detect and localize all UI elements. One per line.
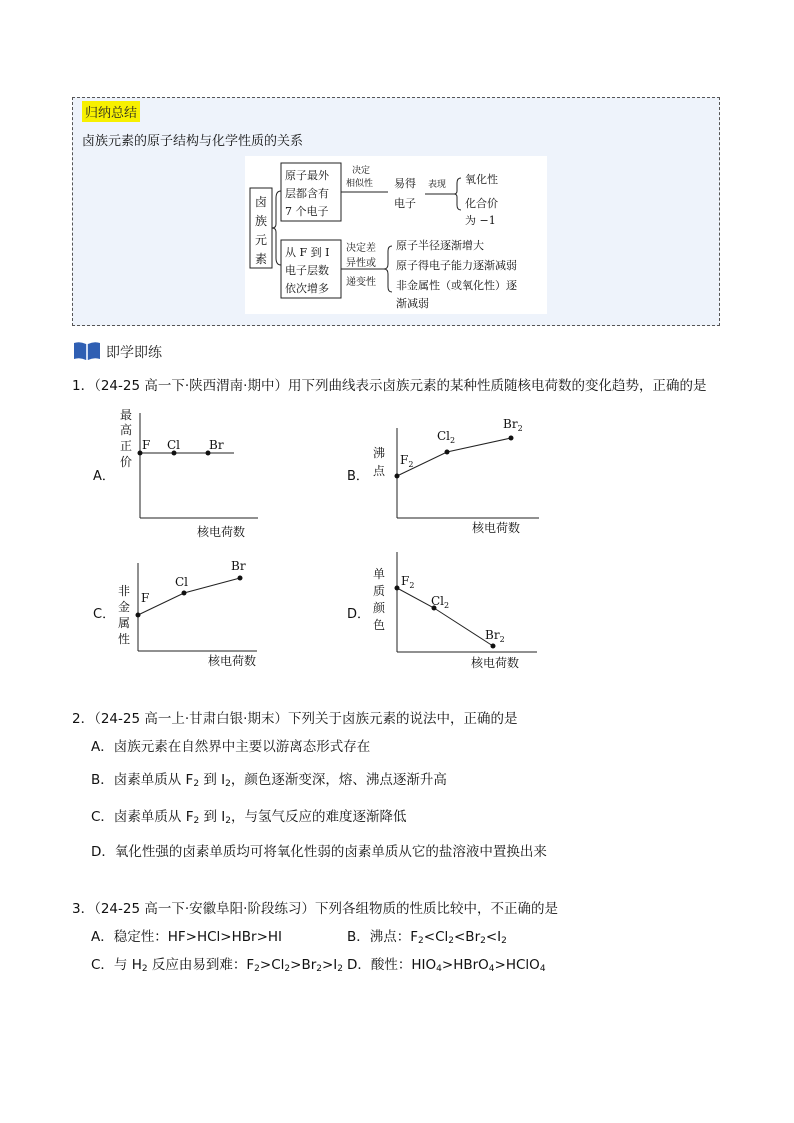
box-bottom-3: 依次增多 xyxy=(285,282,329,295)
box-bottom-1: 从 F 到 I xyxy=(285,246,330,259)
diff-brace xyxy=(384,246,392,292)
q3-option-c[interactable]: C．与 $H_2$ 反应由易到难：$F_2>Cl_2>Br_2>I_2$ xyxy=(91,957,344,974)
chart-a-label-br: Br xyxy=(209,438,224,452)
trend-2: 原子得电子能力逐渐减弱 xyxy=(396,259,517,272)
chart-b-point-cl xyxy=(445,450,450,455)
chart-c-label-br: Br xyxy=(231,559,246,573)
q2-option-c[interactable]: C．卤素单质从 $F_2$ 到 $I_2$，与氢气反应的难度逐渐降低 xyxy=(91,809,407,826)
q3-option-a[interactable]: A．稳定性：HF>HCl>HBr>HI xyxy=(91,929,283,945)
chart-a-ylabel-4: 价 xyxy=(120,455,133,469)
decide-similar-1: 决定 xyxy=(352,166,371,176)
chart-d-series-line xyxy=(397,588,493,646)
box-top-3: 7 个电子 xyxy=(285,205,329,218)
chart-a-label-cl: Cl xyxy=(167,438,181,452)
express-brace xyxy=(454,178,461,210)
chart-a-ylabel-2: 高 xyxy=(120,423,133,437)
decide-diff-2: 异性或 xyxy=(346,258,376,269)
valence-label-1: 化合价 xyxy=(465,197,498,210)
q2-stem: 下列关于卤族元素的说法中，正确的是 xyxy=(287,711,518,727)
chart-c-label-f: F xyxy=(141,591,150,605)
q1-chart-b xyxy=(367,412,547,540)
trend-1: 原子半径逐渐增大 xyxy=(396,239,484,252)
chart-c-series-line xyxy=(138,578,240,615)
decide-diff-3: 递变性 xyxy=(346,277,376,288)
q3-source: （24-25 高一下·安徽阜阳·阶段练习） xyxy=(94,901,315,917)
q2-option-a[interactable]: A．卤族元素在自然界中主要以游离态形式存在 xyxy=(91,739,371,755)
q2-source: （24-25 高一上·甘肃白银·期末） xyxy=(94,711,288,727)
chart-b-label-cl: $Cl_2$ xyxy=(437,429,456,445)
chart-a-xlabel: 核电荷数 xyxy=(197,525,246,539)
q3-stem: 下列各组物质的性质比较中，不正确的是 xyxy=(314,901,558,917)
q1-chart-c xyxy=(112,555,272,670)
chart-a-label-f: F xyxy=(142,438,151,452)
chart-d-point-f xyxy=(395,586,400,591)
chart-d-ylabel-4: 色 xyxy=(373,618,386,632)
chart-a-ylabel-3: 正 xyxy=(120,439,133,453)
root-char-1: 卤 xyxy=(255,195,268,209)
trend-3a: 非金属性（或氧化性）逐 xyxy=(396,279,517,292)
chart-c-label-cl: Cl xyxy=(175,575,189,589)
q1-option-c-label[interactable]: C． xyxy=(93,607,116,622)
chart-d-ylabel-1: 单 xyxy=(373,567,386,581)
q1-source: （24-25 高一下·陕西渭南·期中） xyxy=(94,378,288,394)
chart-a-ylabel-1: 最 xyxy=(120,408,133,422)
q3-number: 3． xyxy=(72,901,95,917)
box-top-2: 层都含有 xyxy=(285,187,329,200)
q1-chart-d xyxy=(367,548,547,673)
chart-b-point-f xyxy=(395,474,400,479)
chart-d-label-f: $F_2$ xyxy=(401,574,415,590)
practice-title: 即学即练 xyxy=(106,345,162,361)
summary-tag: 归纳总结 xyxy=(82,101,140,122)
q1-number: 1． xyxy=(72,378,95,394)
root-brace xyxy=(272,191,281,265)
chart-b-ylabel-1: 沸 xyxy=(373,446,386,460)
q2-option-b[interactable]: B．卤素单质从 $F_2$ 到 $I_2$，颜色逐渐变深，熔、沸点逐渐升高 xyxy=(91,772,447,789)
chart-b-ylabel-2: 点 xyxy=(373,464,386,478)
chart-d-label-br: $Br_2$ xyxy=(485,628,505,644)
q3-stem-line xyxy=(72,900,732,918)
easy-gain-1: 易得 xyxy=(394,177,416,190)
q1-chart-a xyxy=(112,405,272,540)
chart-c-point-f xyxy=(136,613,141,618)
chart-d-ylabel-3: 颜 xyxy=(373,601,386,615)
summary-diagram xyxy=(245,156,547,314)
chart-d-xlabel: 核电荷数 xyxy=(471,656,520,670)
chart-b-xlabel: 核电荷数 xyxy=(472,521,521,535)
book-icon xyxy=(72,339,102,363)
chart-d-point-br xyxy=(491,644,496,649)
chart-d-label-cl: $Cl_2$ xyxy=(431,594,450,610)
root-char-2: 族 xyxy=(255,214,268,228)
trend-3b: 渐减弱 xyxy=(396,297,429,310)
q1-option-b-label[interactable]: B． xyxy=(347,469,369,484)
easy-gain-2: 电子 xyxy=(394,197,416,210)
chart-c-xlabel: 核电荷数 xyxy=(208,654,257,668)
chart-c-ylabel-2: 金 xyxy=(118,600,131,614)
chart-b-label-br: $Br_2$ xyxy=(503,417,523,433)
decide-similar-2: 相似性 xyxy=(346,179,374,189)
chart-b-point-br xyxy=(509,436,514,441)
summary-title: 卤族元素的原子结构与化学性质的关系 xyxy=(82,134,304,149)
root-char-3: 元 xyxy=(255,233,268,247)
chart-c-point-cl xyxy=(182,591,187,596)
box-bottom-2: 电子层数 xyxy=(285,264,329,277)
box-top-1: 原子最外 xyxy=(285,169,329,182)
q2-number: 2． xyxy=(72,711,95,727)
q1-stem: 用下列曲线表示卤族元素的某种性质随核电荷数的变化趋势，正确的是 xyxy=(287,378,707,394)
q2-stem-line xyxy=(72,710,732,728)
chart-c-ylabel-1: 非 xyxy=(118,584,131,598)
q3-option-b[interactable]: B．沸点：$F_2<Cl_2<Br_2<I_2$ xyxy=(347,929,507,946)
q1-option-d-label[interactable]: D． xyxy=(347,607,371,622)
q3-option-d[interactable]: D．酸性：$HIO_4>HBrO_4>HClO_4$ xyxy=(347,957,546,974)
oxidizing-label: 氧化性 xyxy=(465,173,498,186)
chart-c-point-br xyxy=(238,576,243,581)
chart-c-ylabel-3: 属 xyxy=(118,616,131,630)
express-label: 表现 xyxy=(428,180,447,190)
q1-stem-line xyxy=(72,377,732,395)
q1-option-a-label[interactable]: A． xyxy=(93,469,115,484)
chart-c-ylabel-4: 性 xyxy=(118,632,131,646)
decide-diff-1: 决定差 xyxy=(346,243,376,254)
q2-option-d[interactable]: D．氧化性强的卤素单质均可将氧化性弱的卤素单质从它的盐溶液中置换出来 xyxy=(91,844,547,860)
root-char-4: 素 xyxy=(255,252,268,266)
valence-label-2: 为 −1 xyxy=(465,214,496,227)
chart-d-ylabel-2: 质 xyxy=(373,584,386,598)
chart-b-label-f: $F_2$ xyxy=(400,453,414,469)
